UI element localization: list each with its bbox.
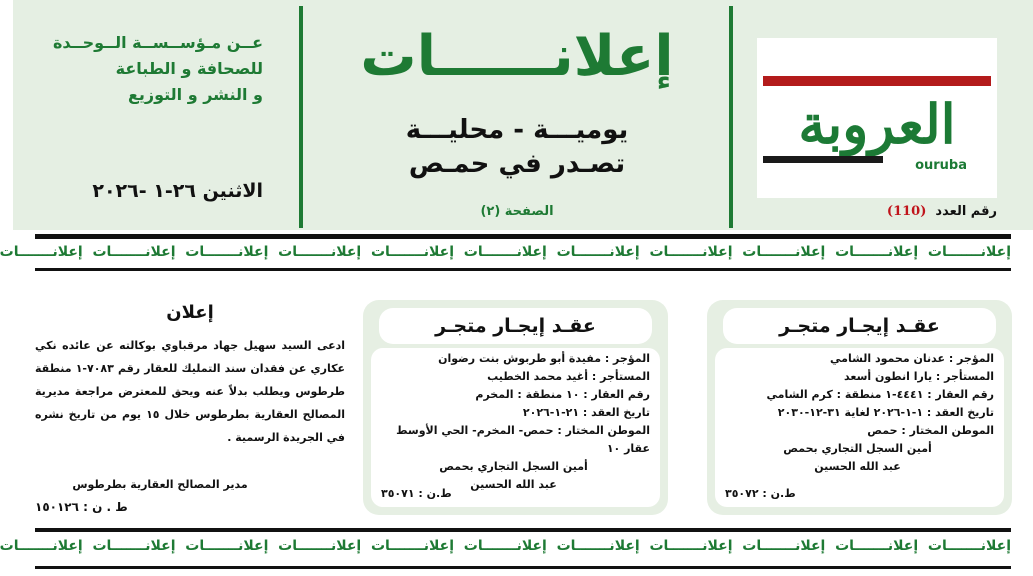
- logo-latin: ouruba: [915, 158, 967, 173]
- strip-word: إعلانـــــــات: [0, 538, 83, 554]
- header-divider-left: [299, 6, 303, 228]
- card-body: [371, 348, 660, 507]
- notice-ref: ط . ن : ١٥٠١٢٦: [35, 500, 128, 514]
- issue-label: رقم العدد: [935, 204, 997, 219]
- header-divider-right: [729, 6, 733, 228]
- notice-body: ادعى السيد سهيل جهاد مرقباوي بوكالته عن عائده نكي عكاري عن فقدان سند التمليك للعقار رقم ٧٠٨٣-١ منطقة طرطوس ويطلب بدلاً عنه ويحق للمعترض مراجعة مديرية المصالح العقارية بطرطوس خلال ١٥ يوم من تاريخ نشره في الجريدة الرسمية .: [35, 339, 345, 444]
- notice-title: إعلان: [166, 302, 214, 323]
- strip-word: إعلانـــــــات: [649, 538, 733, 554]
- card-signer-title: أمين السجل التجاري بحمص: [783, 442, 932, 455]
- card-line: المؤجر : عدنان محمود الشامي: [830, 352, 994, 365]
- issue-date: الاثنين ٢٦-١ -٢٠٢٦: [92, 180, 263, 202]
- strip-word: إعلانـــــــات: [835, 244, 919, 260]
- publisher-line: و النشر و التوزيع: [127, 85, 263, 104]
- publisher: [33, 30, 263, 108]
- strip-word: إعلانـــــــات: [463, 244, 547, 260]
- strip-word: إعلانـــــــات: [742, 538, 826, 554]
- strip-word: إعلانـــــــات: [742, 244, 826, 260]
- strip-word: إعلانـــــــات: [556, 244, 640, 260]
- card-line: رقم العقار : ٤٤٤١-١ منطقة : كرم الشامي: [766, 388, 994, 401]
- page-number: الصفحة (٢): [480, 204, 554, 219]
- strip-word: إعلانـــــــات: [278, 538, 362, 554]
- card-line: تاريخ العقد : ١-١-٢٠٢٦ لغاية ٣١-١٢-٢٠٣٠: [777, 406, 994, 419]
- lease-card-1: [707, 300, 1012, 515]
- logo-dark-bar: [763, 156, 883, 163]
- strip-word: إعلانـــــــات: [92, 538, 176, 554]
- strip-word: إعلانـــــــات: [278, 244, 362, 260]
- card-signer-name: عبد الله الحسين: [470, 478, 557, 491]
- card-line: الموطن المختار : حمص- المخرم- الحي الأوسط عقار ١٠: [396, 424, 650, 455]
- publisher-line: عــن مـؤســســة الــوحــدة: [52, 33, 263, 52]
- card-title: عقـد إيجـار متجـر: [723, 308, 996, 344]
- page-title: إعلانــــــات: [360, 24, 674, 89]
- strip-word: إعلانـــــــات: [649, 244, 733, 260]
- ads-strip-bottom: [0, 538, 1011, 554]
- card-line: المستأجر : أغيد محمد الخطيب: [487, 370, 650, 383]
- logo: [757, 38, 997, 198]
- ads-strip-top: [0, 244, 1011, 260]
- card-body: [715, 348, 1004, 507]
- publisher-line: للصحافة و الطباعة: [115, 59, 263, 78]
- strip-word: إعلانـــــــات: [463, 538, 547, 554]
- card-line: المستأجر : يارا انطون أسعد: [844, 370, 994, 383]
- strip-word: إعلانـــــــات: [370, 244, 455, 260]
- card-line: رقم العقار : ١٠ منطقة : المخرم: [475, 388, 650, 401]
- logo-arabic: العروبة: [798, 92, 956, 156]
- strip-word: إعلانـــــــات: [556, 538, 640, 554]
- card-title: عقـد إيجـار متجـر: [379, 308, 652, 344]
- card-line: تاريخ العقد : ٢١-١-٢٠٢٦: [522, 406, 650, 419]
- card-line: الموطن المختار : حمص: [867, 424, 994, 437]
- divider: [35, 268, 1011, 271]
- divider: [35, 566, 1011, 569]
- divider: [35, 234, 1011, 239]
- strip-word: إعلانـــــــات: [185, 538, 269, 554]
- strip-word: إعلانـــــــات: [927, 538, 1011, 554]
- logo-red-bar: [763, 76, 991, 86]
- strip-word: إعلانـــــــات: [927, 244, 1011, 260]
- divider: [35, 528, 1011, 532]
- subtitle-location: تصـدر في حمـص: [408, 149, 626, 179]
- lease-card-2: [363, 300, 668, 515]
- strip-word: إعلانـــــــات: [370, 538, 455, 554]
- strip-word: إعلانـــــــات: [92, 244, 176, 260]
- subtitle-frequency: يوميـــة - محليـــة: [405, 115, 629, 145]
- strip-word: إعلانـــــــات: [185, 244, 269, 260]
- issue-value: 110: [893, 204, 921, 219]
- notice-signature: مدير المصالح العقارية بطرطوس: [72, 478, 248, 491]
- card-signer-name: عبد الله الحسين: [814, 460, 901, 473]
- card-line: المؤجر : مفيدة أبو طربوش بنت رضوان: [438, 352, 650, 365]
- strip-word: إعلانـــــــات: [835, 538, 919, 554]
- card-ref: ط.ن : ٣٥٠٧١: [381, 487, 452, 500]
- card-signer-title: أمين السجل التجاري بحمص: [439, 460, 588, 473]
- issue-number: رقم العدد (110): [886, 204, 997, 219]
- strip-word: إعلانـــــــات: [0, 244, 83, 260]
- card-ref: ط.ن : ٣٥٠٧٢: [725, 487, 796, 500]
